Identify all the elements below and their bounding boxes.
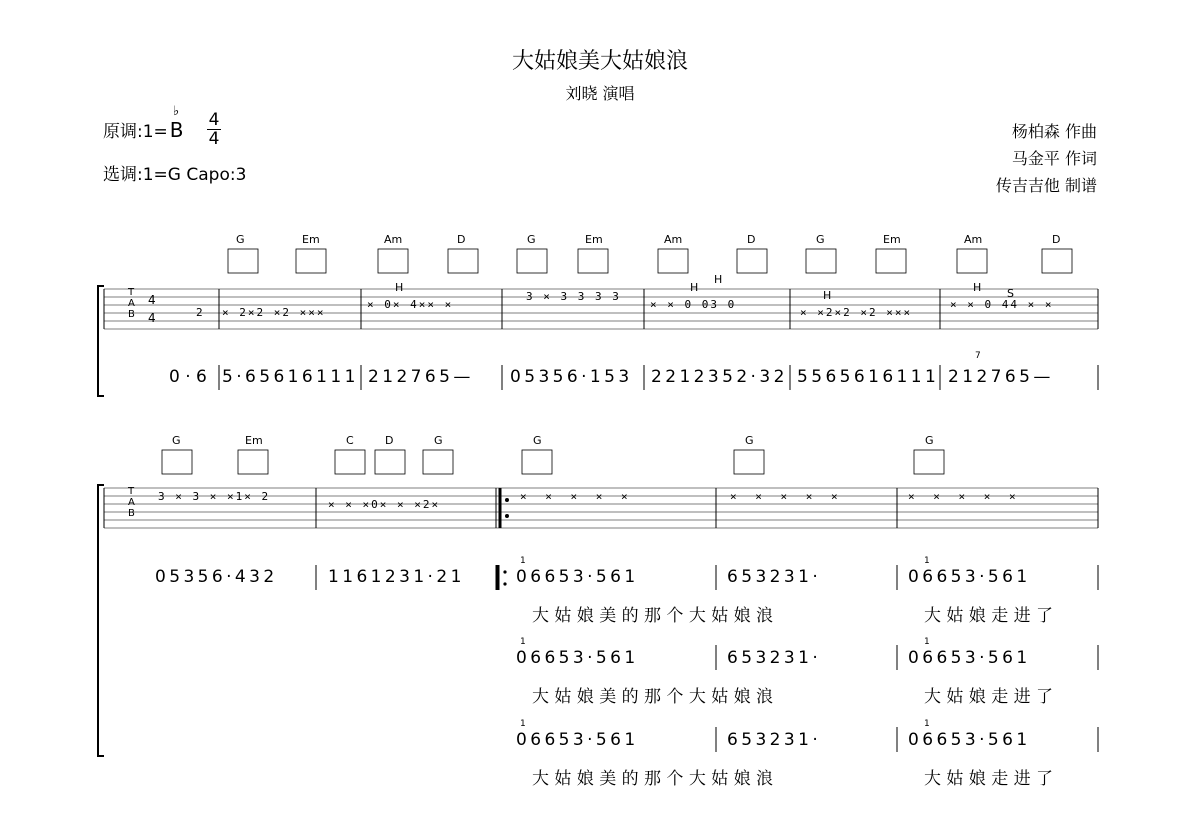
grace-mark: 7 bbox=[975, 351, 981, 361]
tab-clef-1 bbox=[128, 287, 135, 320]
notation-measure: 1 1 6 1 2 3 1 · 2 1 bbox=[328, 567, 461, 587]
notation-measure: 2 1 2 7 6 5 — bbox=[948, 367, 1050, 387]
tab-time-bottom: 4 bbox=[148, 311, 156, 325]
flat-accidental: ♭ bbox=[173, 104, 180, 119]
chord-name: Am bbox=[964, 233, 983, 246]
notation-measure: 2 2 1 2 3 5 2 · 3 2 bbox=[651, 367, 784, 387]
notation-measure: 0 · 6 bbox=[169, 367, 207, 387]
tab-clef-2 bbox=[128, 486, 135, 519]
grace-note: 1 bbox=[924, 719, 930, 729]
verse-notes: 6 5 3 2 3 1 · bbox=[727, 567, 817, 587]
repeat-dot-top bbox=[505, 498, 509, 502]
chord-name: C bbox=[346, 434, 354, 447]
chord-name: G bbox=[533, 434, 542, 447]
original-key-note: B bbox=[169, 118, 184, 142]
verse-notes: 0 6 6 5 3 · 5 6 1 bbox=[908, 567, 1027, 587]
verse-lyrics: 大 姑 娘 美 的 那 个 大 姑 娘 浪 bbox=[532, 606, 774, 626]
grace-note: 1 bbox=[520, 556, 526, 566]
notation-measure: 2 1 2 7 6 5 — bbox=[368, 367, 470, 387]
tab-fret-group: × × × × × bbox=[908, 490, 1022, 503]
chord-name: Em bbox=[245, 434, 263, 447]
chord-name: D bbox=[385, 434, 394, 447]
tab-fret-group: × 0× 4×× × bbox=[367, 298, 454, 311]
time-sig-bottom: 4 bbox=[208, 129, 220, 149]
arranger-credit: 传吉吉他 制谱 bbox=[995, 176, 1097, 195]
tab-fret-group: 3 × 3 3 3 3 bbox=[526, 290, 621, 303]
tab-clef-b: B bbox=[128, 508, 135, 519]
tab-fret-group: × ×2×2 ×2 ××× bbox=[800, 306, 913, 319]
chord-name: G bbox=[925, 434, 934, 447]
tab-clef-b: B bbox=[128, 309, 135, 320]
tab-time-sig-1 bbox=[148, 291, 156, 327]
tab-clef-a: A bbox=[128, 298, 135, 309]
selected-key: 选调:1=G Capo:3 bbox=[103, 165, 247, 185]
chord-name: D bbox=[747, 233, 756, 246]
verse-notes: 0 6 6 5 3 · 5 6 1 bbox=[516, 567, 635, 587]
tab-fret: 2 bbox=[196, 306, 203, 319]
verse-lyrics: 大 姑 娘 美 的 那 个 大 姑 娘 浪 bbox=[532, 769, 774, 789]
verse-notes: 0 6 6 5 3 · 5 6 1 bbox=[516, 648, 635, 668]
tab-clef-t: T bbox=[128, 486, 135, 497]
slide-mark: S bbox=[1007, 287, 1014, 300]
chord-name: G bbox=[172, 434, 181, 447]
verse-lyrics: 大 姑 娘 走 进 了 bbox=[924, 606, 1054, 626]
repeat-dot-bottom bbox=[505, 514, 509, 518]
verse-lyrics: 大 姑 娘 走 进 了 bbox=[924, 769, 1054, 789]
grace-note: 1 bbox=[520, 719, 526, 729]
tab-fret-group: × × × × × bbox=[520, 490, 634, 503]
lyricist-credit: 马金平 作词 bbox=[1011, 149, 1097, 168]
chord-name: D bbox=[1052, 233, 1061, 246]
chord-diagrams-1 bbox=[228, 249, 1072, 273]
original-key-label: 原调:1= bbox=[103, 122, 168, 142]
chord-name: Am bbox=[384, 233, 403, 246]
chord-name: G bbox=[816, 233, 825, 246]
tab-fret-group: × × 0 44 × × bbox=[950, 298, 1054, 311]
grace-note: 1 bbox=[924, 637, 930, 647]
grace-note: 1 bbox=[520, 637, 526, 647]
notation-measure: 0 5 3 5 6 · 1 5 3 bbox=[510, 367, 629, 387]
chord-name: D bbox=[457, 233, 466, 246]
grace-note: 1 bbox=[924, 556, 930, 566]
tab-clef-t: T bbox=[128, 287, 135, 298]
notation-repeat-start bbox=[498, 565, 507, 590]
tab-fret-group: × × × × × bbox=[730, 490, 844, 503]
chord-name: G bbox=[236, 233, 245, 246]
hammer-mark: H bbox=[714, 273, 723, 286]
notation-measure: 5 5 6 5 6 1 6 1 1 1 bbox=[797, 367, 935, 387]
hammer-mark: H bbox=[690, 281, 699, 294]
verse-lyrics: 大 姑 娘 走 进 了 bbox=[924, 687, 1054, 707]
tab-fret-group: 3 × 3 × ×1× 2 bbox=[158, 490, 271, 503]
system-bracket-2 bbox=[98, 485, 104, 756]
chord-name: G bbox=[434, 434, 443, 447]
chord-name: G bbox=[527, 233, 536, 246]
time-sig-top: 4 bbox=[208, 110, 220, 130]
composer-credit: 杨柏森 作曲 bbox=[1011, 122, 1097, 141]
chord-name: Em bbox=[883, 233, 901, 246]
song-title: 大姑娘美大姑娘浪 bbox=[511, 49, 688, 74]
chord-name: Em bbox=[302, 233, 320, 246]
tab-fret-group: × × 0 03 0 bbox=[650, 298, 737, 311]
performer: 刘晓 演唱 bbox=[565, 84, 635, 103]
hammer-mark: H bbox=[823, 289, 832, 302]
tab-fret-group: × 2×2 ×2 ××× bbox=[222, 306, 326, 319]
tab-fret-group: × × ×0× × ×2× bbox=[328, 498, 441, 511]
verse-notes: 0 6 6 5 3 · 5 6 1 bbox=[516, 730, 635, 750]
verse-notes: 6 5 3 2 3 1 · bbox=[727, 730, 817, 750]
chord-name: Am bbox=[664, 233, 683, 246]
hammer-mark: H bbox=[973, 281, 982, 294]
notation-measure: 5 · 6 5 6 1 6 1 1 1 bbox=[222, 367, 355, 387]
tab-clef-a: A bbox=[128, 497, 135, 508]
verse-notes: 6 5 3 2 3 1 · bbox=[727, 648, 817, 668]
chord-name: Em bbox=[585, 233, 603, 246]
verse-lyrics: 大 姑 娘 美 的 那 个 大 姑 娘 浪 bbox=[532, 687, 774, 707]
hammer-mark: H bbox=[395, 281, 404, 294]
chord-name: G bbox=[745, 434, 754, 447]
notation-measure: 0 5 3 5 6 · 4 3 2 bbox=[155, 567, 274, 587]
verse-notes: 0 6 6 5 3 · 5 6 1 bbox=[908, 730, 1027, 750]
system-bracket-1 bbox=[98, 286, 104, 396]
chord-diagrams-2 bbox=[162, 450, 944, 474]
tab-time-top: 4 bbox=[148, 293, 156, 307]
verse-notes: 0 6 6 5 3 · 5 6 1 bbox=[908, 648, 1027, 668]
